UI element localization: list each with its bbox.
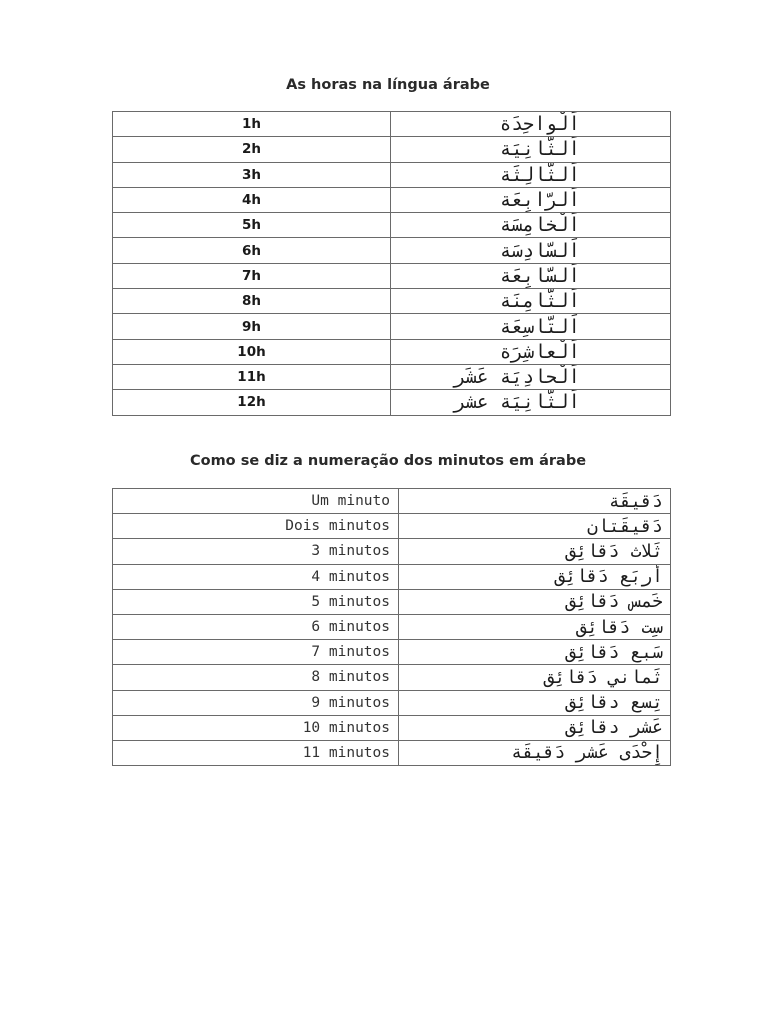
arabic-minute-cell: ثَلاث دَقائِق bbox=[399, 539, 671, 564]
hour-cell: 5h bbox=[113, 213, 391, 238]
minute-label-cell: 7 minutos bbox=[113, 640, 399, 665]
hour-cell: 2h bbox=[113, 137, 391, 162]
minutes-table bbox=[112, 488, 671, 766]
arabic-minute-cell: سِت دَقائِق bbox=[399, 614, 671, 639]
arabic-hour-cell: اَلْعاشِرَة bbox=[391, 339, 671, 364]
minute-label-cell: 5 minutos bbox=[113, 589, 399, 614]
arabic-minute-cell: دَقيقَتان bbox=[399, 514, 671, 539]
minute-label-cell: 11 minutos bbox=[113, 740, 399, 765]
arabic-hour-cell: اَلسّادِسَة bbox=[391, 238, 671, 263]
hour-cell: 12h bbox=[113, 390, 391, 415]
table-row bbox=[113, 640, 671, 665]
table-row bbox=[113, 589, 671, 614]
table-row bbox=[113, 339, 671, 364]
table-row bbox=[113, 213, 671, 238]
table-row bbox=[113, 390, 671, 415]
table-row bbox=[113, 289, 671, 314]
arabic-minute-cell: دَقيقَة bbox=[399, 489, 671, 514]
minute-label-cell: 8 minutos bbox=[113, 665, 399, 690]
table-row bbox=[113, 238, 671, 263]
hour-cell: 3h bbox=[113, 162, 391, 187]
minute-label-cell: 10 minutos bbox=[113, 715, 399, 740]
hour-cell: 11h bbox=[113, 364, 391, 389]
arabic-hour-cell: اَلثّامِنَة bbox=[391, 289, 671, 314]
table-row bbox=[113, 187, 671, 212]
table-row bbox=[113, 314, 671, 339]
arabic-minute-cell: عَشر دقائِق bbox=[399, 715, 671, 740]
arabic-hour-cell: اَلثّانِيَة bbox=[391, 137, 671, 162]
arabic-hour-cell: اَلتّاسِعَة bbox=[391, 314, 671, 339]
hour-cell: 4h bbox=[113, 187, 391, 212]
minute-label-cell: 3 minutos bbox=[113, 539, 399, 564]
table-row bbox=[113, 162, 671, 187]
table-row bbox=[113, 489, 671, 514]
minute-label-cell: Dois minutos bbox=[113, 514, 399, 539]
arabic-hour-cell: اَلْحادِيَة عَشَر bbox=[391, 364, 671, 389]
minute-label-cell: 6 minutos bbox=[113, 614, 399, 639]
arabic-hour-cell: اَلرّابِعَة bbox=[391, 187, 671, 212]
hour-cell: 8h bbox=[113, 289, 391, 314]
arabic-minute-cell: تِسع دقائِق bbox=[399, 690, 671, 715]
arabic-minute-cell: إِحْدَى عَشر دَقيقَة bbox=[399, 740, 671, 765]
arabic-minute-cell: خَمس دَقائِق bbox=[399, 589, 671, 614]
hour-cell: 1h bbox=[113, 112, 391, 137]
minute-label-cell: Um minuto bbox=[113, 489, 399, 514]
arabic-hour-cell: اَلسّابِعَة bbox=[391, 263, 671, 288]
hour-cell: 6h bbox=[113, 238, 391, 263]
table-row bbox=[113, 715, 671, 740]
arabic-hour-cell: اَلْخامِسَة bbox=[391, 213, 671, 238]
minute-label-cell: 4 minutos bbox=[113, 564, 399, 589]
table-row bbox=[113, 665, 671, 690]
hours-table bbox=[112, 111, 671, 416]
arabic-hour-cell: اَلثّانِيَة عشر bbox=[391, 390, 671, 415]
hour-cell: 10h bbox=[113, 339, 391, 364]
minute-label-cell: 9 minutos bbox=[113, 690, 399, 715]
arabic-minute-cell: أَربَع دَقائِق bbox=[399, 564, 671, 589]
table-row bbox=[113, 564, 671, 589]
table-row bbox=[113, 740, 671, 765]
table-row bbox=[113, 614, 671, 639]
minutes-section-title: Como se diz a numeração dos minutos em árabe bbox=[189, 453, 587, 469]
arabic-minute-cell: ثَماني دَقائِق bbox=[399, 665, 671, 690]
table-row bbox=[113, 514, 671, 539]
hour-cell: 7h bbox=[113, 263, 391, 288]
table-row bbox=[113, 364, 671, 389]
table-row bbox=[113, 263, 671, 288]
table-row bbox=[113, 137, 671, 162]
hours-section-title: As horas na língua árabe bbox=[286, 77, 490, 93]
hour-cell: 9h bbox=[113, 314, 391, 339]
table-row bbox=[113, 690, 671, 715]
arabic-minute-cell: سَبع دَقائِق bbox=[399, 640, 671, 665]
table-row bbox=[113, 539, 671, 564]
arabic-hour-cell: اَلْواحِدَة bbox=[391, 112, 671, 137]
arabic-hour-cell: اَلثّالِثَة bbox=[391, 162, 671, 187]
table-row bbox=[113, 112, 671, 137]
